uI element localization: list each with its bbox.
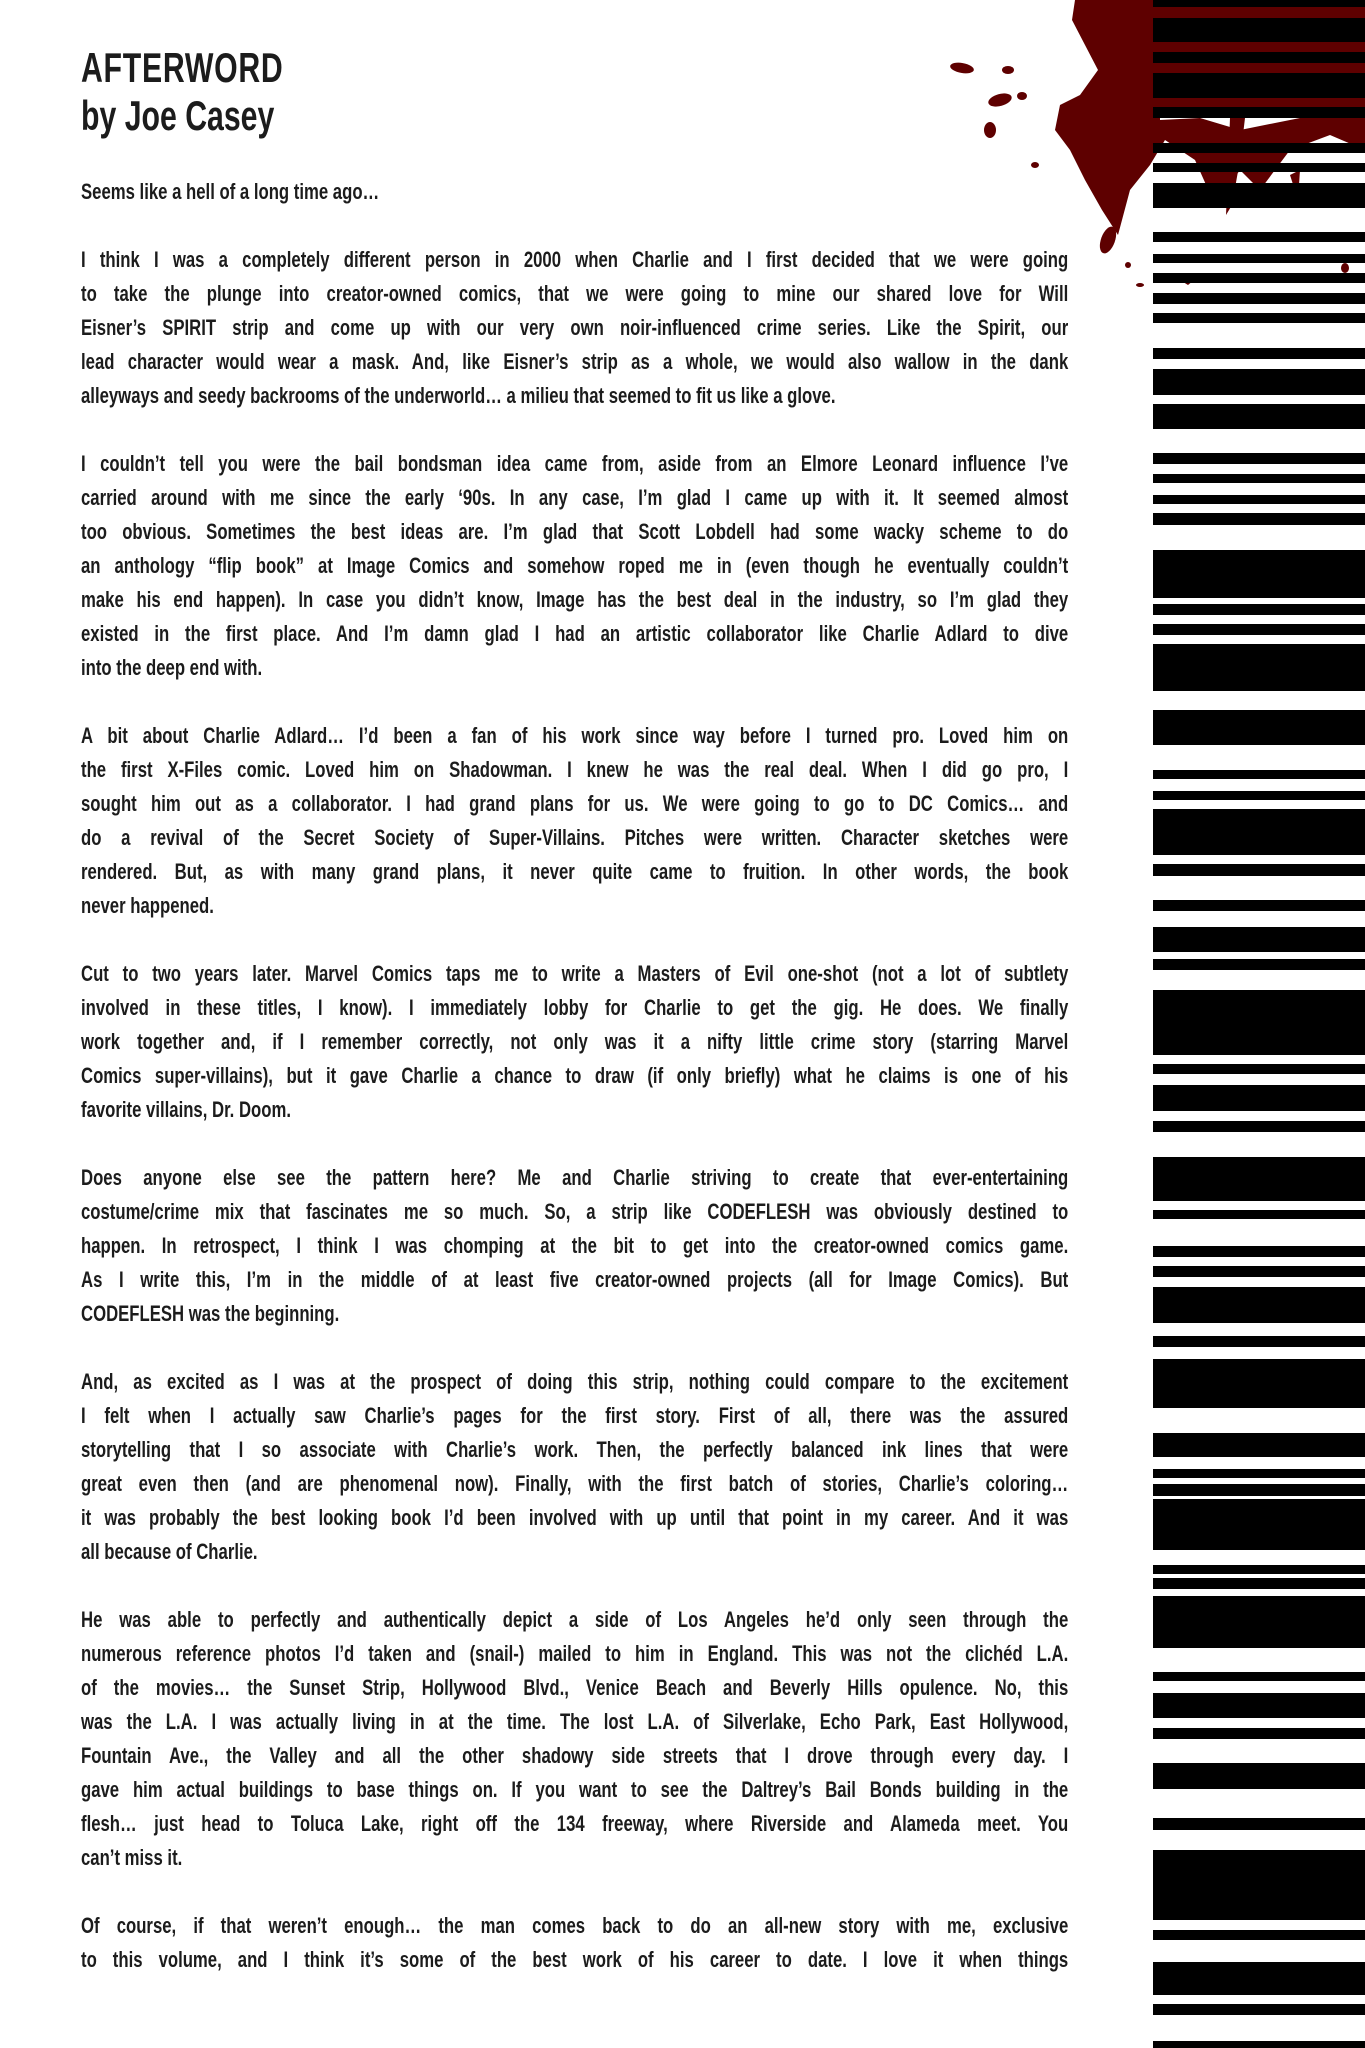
barcode-bar: [1153, 404, 1365, 429]
paragraph-spacer: [81, 209, 1068, 243]
paragraph: [81, 719, 1068, 923]
text-line: rendered. But, as with many grand plans, it never quite came to fruition. In other words, the book: [81, 859, 1069, 884]
barcode-bar: [1153, 453, 1365, 464]
text-line: never happened.: [81, 893, 214, 918]
text-line: to this volume, and I think it’s some of the best work of his career to date. I love it when things: [81, 1947, 1069, 1972]
barcode-bar: [1153, 1818, 1365, 1830]
paragraph: [81, 1365, 1068, 1569]
barcode-bar: [1153, 1484, 1365, 1496]
text-line: Does anyone else see the pattern here? Me and Charlie striving to create that ever-entertaining: [81, 1165, 1069, 1190]
barcode-bar: [1153, 1693, 1365, 1718]
barcode-bar: [1153, 1728, 1365, 1739]
text-line: sought him out as a collaborator. I had grand plans for us. We were going to go to DC Comics… and: [81, 791, 1069, 816]
barcode-bar: [1153, 1433, 1365, 1457]
text-line: can’t miss it.: [81, 1845, 183, 1870]
barcode-bar: [1153, 2004, 1365, 2015]
text-line: CODEFLESH was the beginning.: [81, 1301, 340, 1326]
paragraph-spacer: [81, 1331, 1068, 1365]
text-line: all because of Charlie.: [81, 1539, 258, 1564]
text-line: favorite villains, Dr. Doom.: [81, 1097, 291, 1122]
paragraph-spacer: [81, 923, 1068, 957]
paragraph: [81, 1603, 1068, 1875]
barcode-bar: [1153, 1359, 1365, 1408]
barcode-bar: [1153, 1962, 1365, 1995]
text-line: it was probably the best looking book I’d been involved with up until that point in my career. And it was: [81, 1505, 1069, 1530]
barcode-bar: [1153, 604, 1365, 615]
text-line: Fountain Ave., the Valley and all the other shadowy side streets that I drove through every day. I: [81, 1743, 1069, 1768]
text-line: Eisner’s SPIRIT strip and come up with our very own noir-influenced crime series. Like the Spirit, our: [81, 315, 1069, 340]
text-line: Seems like a hell of a long time ago…: [81, 179, 380, 204]
paragraph-spacer: [81, 1127, 1068, 1161]
barcode-bar: [1153, 107, 1365, 118]
afterword-body: [81, 175, 1068, 1977]
text-line: storytelling that I so associate with Charlie’s work. Then, the perfectly balanced ink lines that were: [81, 1437, 1069, 1462]
barcode-bar: [1153, 273, 1365, 283]
barcode-bar: [1153, 1064, 1365, 1074]
text-line: He was able to perfectly and authentically depict a side of Los Angeles he’d only seen through the: [81, 1607, 1069, 1632]
barcode-bar: [1153, 183, 1365, 208]
text-line: And, as excited as I was at the prospect of doing this strip, nothing could compare to the excitement: [81, 1369, 1069, 1394]
barcode-bar: [1153, 18, 1365, 42]
text-line: gave him actual buildings to base things on. If you want to see the Daltrey’s Bail Bonds building in the: [81, 1777, 1069, 1802]
barcode-bar: [1153, 1121, 1365, 1132]
barcode-bar: [1153, 1336, 1365, 1347]
paragraph: [81, 175, 1068, 209]
barcode-bar: [1153, 52, 1365, 63]
text-line: into the deep end with.: [81, 655, 263, 680]
barcode-bar: [1153, 809, 1365, 855]
barcode-bar: [1153, 495, 1365, 504]
paragraph-spacer: [81, 685, 1068, 719]
text-line: alleyways and seedy backrooms of the underworld… a milieu that seemed to fit us like a glove.: [81, 383, 836, 408]
text-line: carried around with me since the early ‘90s. In any case, I’m glad I came up with it. It seemed almost: [81, 485, 1069, 510]
text-line: I couldn’t tell you were the bail bondsman idea came from, aside from an Elmore Leonard influence I’ve: [81, 451, 1069, 476]
barcode-bar: [1153, 900, 1365, 911]
paragraph: [81, 957, 1068, 1127]
text-line: I felt when I actually saw Charlie’s pages for the first story. First of all, there was the assured: [81, 1403, 1069, 1428]
barcode-bar: [1153, 791, 1365, 800]
barcode-bar: [1153, 1763, 1365, 1789]
paragraph: [81, 447, 1068, 685]
text-line: happen. In retrospect, I think I was chomping at the bit to get into the creator-owned comics game.: [81, 1233, 1069, 1258]
barcode-bar: [1153, 513, 1365, 525]
barcode-bar: [1153, 990, 1365, 1055]
barcode-bar: [1153, 0, 1365, 7]
text-line: lead character would wear a mask. And, like Eisner’s strip as a whole, we would also wallow in the dank: [81, 349, 1069, 374]
barcode-bar: [1153, 1246, 1365, 1257]
barcode-bar: [1153, 550, 1365, 598]
barcode-bar: [1153, 1287, 1365, 1323]
barcode-bar: [1153, 348, 1365, 359]
barcode-bar: [1153, 1085, 1365, 1111]
text-line: do a revival of the Secret Society of Super-Villains. Pitches were written. Character sketches were: [81, 825, 1069, 850]
text-line: costume/crime mix that fascinates me so much. So, a strip like CODEFLESH was obviously destined to: [81, 1199, 1069, 1224]
text-line: of the movies… the Sunset Strip, Hollywood Blvd., Venice Beach and Beverly Hills opulence. No, this: [81, 1675, 1069, 1700]
text-line: I think I was a completely different person in 2000 when Charlie and I first decided that we were going: [81, 247, 1069, 272]
barcode-bar: [1153, 163, 1365, 172]
barcode-bar: [1153, 232, 1365, 242]
barcode-bar: [1153, 474, 1365, 483]
text-line: numerous reference photos I’d taken and (snail-) mailed to him in England. This was not the clichéd L.A.: [81, 1641, 1069, 1666]
text-line: existed in the first place. And I’m damn glad I had an artistic collaborator like Charlie Adlard to dive: [81, 621, 1069, 646]
barcode-bar: [1153, 710, 1365, 745]
page-title: AFTERWORD: [81, 44, 284, 91]
barcode-bar: [1153, 1499, 1365, 1550]
barcode-bar: [1153, 73, 1365, 98]
text-line: A bit about Charlie Adlard… I’d been a fan of his work since way before I turned pro. Loved him on: [81, 723, 1069, 748]
text-line: the first X-Files comic. Loved him on Shadowman. I knew he was the real deal. When I did go pro, I: [81, 757, 1069, 782]
barcode-bar: [1153, 369, 1365, 395]
barcode-bar: [1153, 927, 1365, 952]
barcode-bar: [1153, 864, 1365, 876]
paragraph-spacer: [81, 1875, 1068, 1909]
barcode-bar: [1153, 254, 1365, 263]
barcode-bar: [1153, 1469, 1365, 1478]
paragraph: [81, 1161, 1068, 1331]
text-line: Cut to two years later. Marvel Comics taps me to write a Masters of Evil one-shot (not a lot of subtlety: [81, 961, 1069, 986]
barcode-bar: [1153, 1210, 1365, 1219]
barcode-bar: [1153, 1157, 1365, 1201]
text-line: to take the plunge into creator-owned comics, that we were going to mine our shared love for Will: [81, 281, 1069, 306]
barcode-bar: [1153, 770, 1365, 779]
text-line: an anthology “flip book” at Image Comics and somehow roped me in (even though he eventually couldn’t: [81, 553, 1069, 578]
barcode-bar: [1153, 143, 1365, 153]
barcode-bar: [1153, 644, 1365, 691]
barcode-bar: [1153, 293, 1365, 304]
barcode-bar: [1153, 2041, 1365, 2048]
paragraph-spacer: [81, 1569, 1068, 1603]
text-line: Of course, if that weren’t enough… the man comes back to do an all-new story with me, exclusive: [81, 1913, 1069, 1938]
paragraph-spacer: [81, 413, 1068, 447]
text-line: was the L.A. I was actually living in at the time. The lost L.A. of Silverlake, Echo Park, East Hollywood,: [81, 1709, 1069, 1734]
barcode-bar: [1153, 1266, 1365, 1277]
paragraph: [81, 243, 1068, 413]
text-line: As I write this, I’m in the middle of at least five creator-owned projects (all for Image Comics). But: [81, 1267, 1069, 1292]
barcode-bar: [1153, 1672, 1365, 1681]
text-line: flesh… just head to Toluca Lake, right off the 134 freeway, where Riverside and Alameda meet. You: [81, 1811, 1069, 1836]
text-line: involved in these titles, I know). I immediately lobby for Charlie to get the gig. He does. We finally: [81, 995, 1069, 1020]
text-line: make his end happen). In case you didn’t know, Image has the best deal in the industry, so I’m glad they: [81, 587, 1069, 612]
barcode-bar: [1153, 1596, 1365, 1648]
text-line: great even then (and are phenomenal now). Finally, with the first batch of stories, Charlie’s coloring…: [81, 1471, 1069, 1496]
text-line: Comics super-villains), but it gave Charlie a chance to draw (if only briefly) what he claims is one of his: [81, 1063, 1069, 1088]
barcode-bar: [1153, 624, 1365, 635]
barcode-bar: [1153, 1930, 1365, 1940]
barcode-bar: [1153, 959, 1365, 970]
barcode-bar: [1153, 313, 1365, 323]
paragraph: [81, 1909, 1068, 1977]
barcode-bar: [1153, 1578, 1365, 1589]
barcode-bar: [1153, 1565, 1365, 1574]
barcode-stripes: [1153, 0, 1365, 2048]
author-byline: by Joe Casey: [81, 92, 275, 139]
text-line: work together and, if I remember correctly, not only was it a nifty little crime story (starring Marvel: [81, 1029, 1069, 1054]
barcode-bar: [1153, 1850, 1365, 1920]
text-line: too obvious. Sometimes the best ideas are. I’m glad that Scott Lobdell had some wacky scheme to do: [81, 519, 1069, 544]
